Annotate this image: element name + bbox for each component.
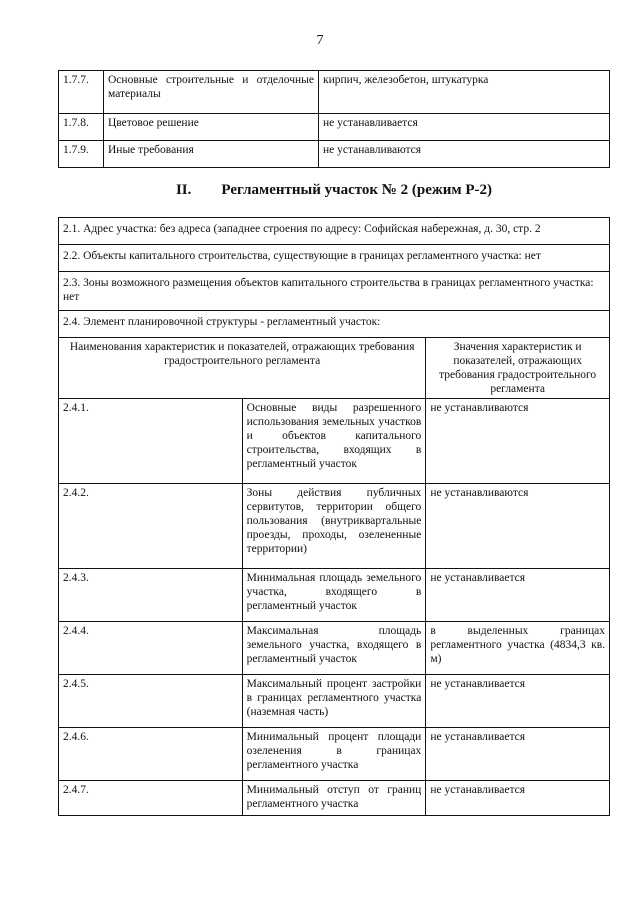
row-name: Минимальный отступ от границ регламентного участка [242,781,426,816]
header-left: Наименования характеристик и показателей, отражающих требования градостроительного регламента [59,338,426,399]
zones-text: 2.3. Зоны возможного размещения объектов капитального строительства в границах регламентного участка: нет [59,272,610,311]
row-name: Иные требования [104,141,319,168]
row-value: не устанавливаются [426,484,610,569]
row-name: Основные виды разрешенного использования земельных участков и объектов капитального строительства, входящих в регламентный участок [242,399,426,484]
row-name: Минимальный процент площади озеленения в границах регламентного участка [242,728,426,781]
row-name: Максимальный процент застройки в границах регламентного участка (наземная часть) [242,675,426,728]
page-number: 7 [316,33,324,48]
table-row [59,114,610,141]
table-row [59,569,610,622]
row-name: Минимальная площадь земельного участка, входящего в регламентный участок [242,569,426,622]
table-header [59,338,610,399]
address-text: 2.1. Адрес участка: без адреса (западнее строения по адресу: Софийская набережная, д. 30, стр. 2 [59,218,610,245]
row-value: в выделенных границах регламентного участка (4834,3 кв. м) [426,622,610,675]
row-number: 2.4.3. [59,569,243,622]
row-value: не устанавливаются [426,399,610,484]
table-row [59,728,610,781]
table-row [59,675,610,728]
row-number: 1.7.8. [59,114,104,141]
row-name: Зоны действия публичных сервитутов, территории общего пользования (внутриквартальные проезды, проходы, озелененные территории) [242,484,426,569]
row-number: 2.4.1. [59,399,243,484]
info-row-zones [59,272,610,311]
row-value: не устанавливается [426,728,610,781]
row-name: Максимальная площадь земельного участка, входящего в регламентный участок [242,622,426,675]
row-value: не устанавливается [426,569,610,622]
row-number: 2.4.5. [59,675,243,728]
row-number: 2.4.2. [59,484,243,569]
row-number: 2.4.6. [59,728,243,781]
section-roman: II. [175,182,192,198]
row-value: не устанавливаются [319,141,610,168]
row-name: Основные строительные и отделочные материалы [104,71,319,114]
row-number: 1.7.9. [59,141,104,168]
info-row-address [59,218,610,245]
objects-text: 2.2. Объекты капитального строительства, существующие в границах регламентного участка: нет [59,245,610,272]
row-name: Цветовое решение [104,114,319,141]
table-row [59,141,610,168]
row-value: кирпич, железобетон, штукатурка [319,71,610,114]
row-value: не устанавливается [426,781,610,816]
table-row [59,484,610,569]
info-row-element [59,311,610,338]
info-row-objects [59,245,610,272]
row-value: не устанавливается [319,114,610,141]
row-number: 2.4.4. [59,622,243,675]
table-row [59,71,610,114]
top-requirements-table [58,70,610,168]
regulation-table [58,217,610,816]
section-heading: Регламентный участок № 2 (режим Р-2) [221,182,493,198]
section-title [58,183,610,197]
table-row [59,399,610,484]
row-value: не устанавливается [426,675,610,728]
row-number: 1.7.7. [59,71,104,114]
row-number: 2.4.7. [59,781,243,816]
element-text: 2.4. Элемент планировочной структуры - регламентный участок: [59,311,610,338]
table-row [59,781,610,816]
table-row [59,622,610,675]
header-right: Значения характеристик и показателей, отражающих требования градостроительного регламента [426,338,610,399]
